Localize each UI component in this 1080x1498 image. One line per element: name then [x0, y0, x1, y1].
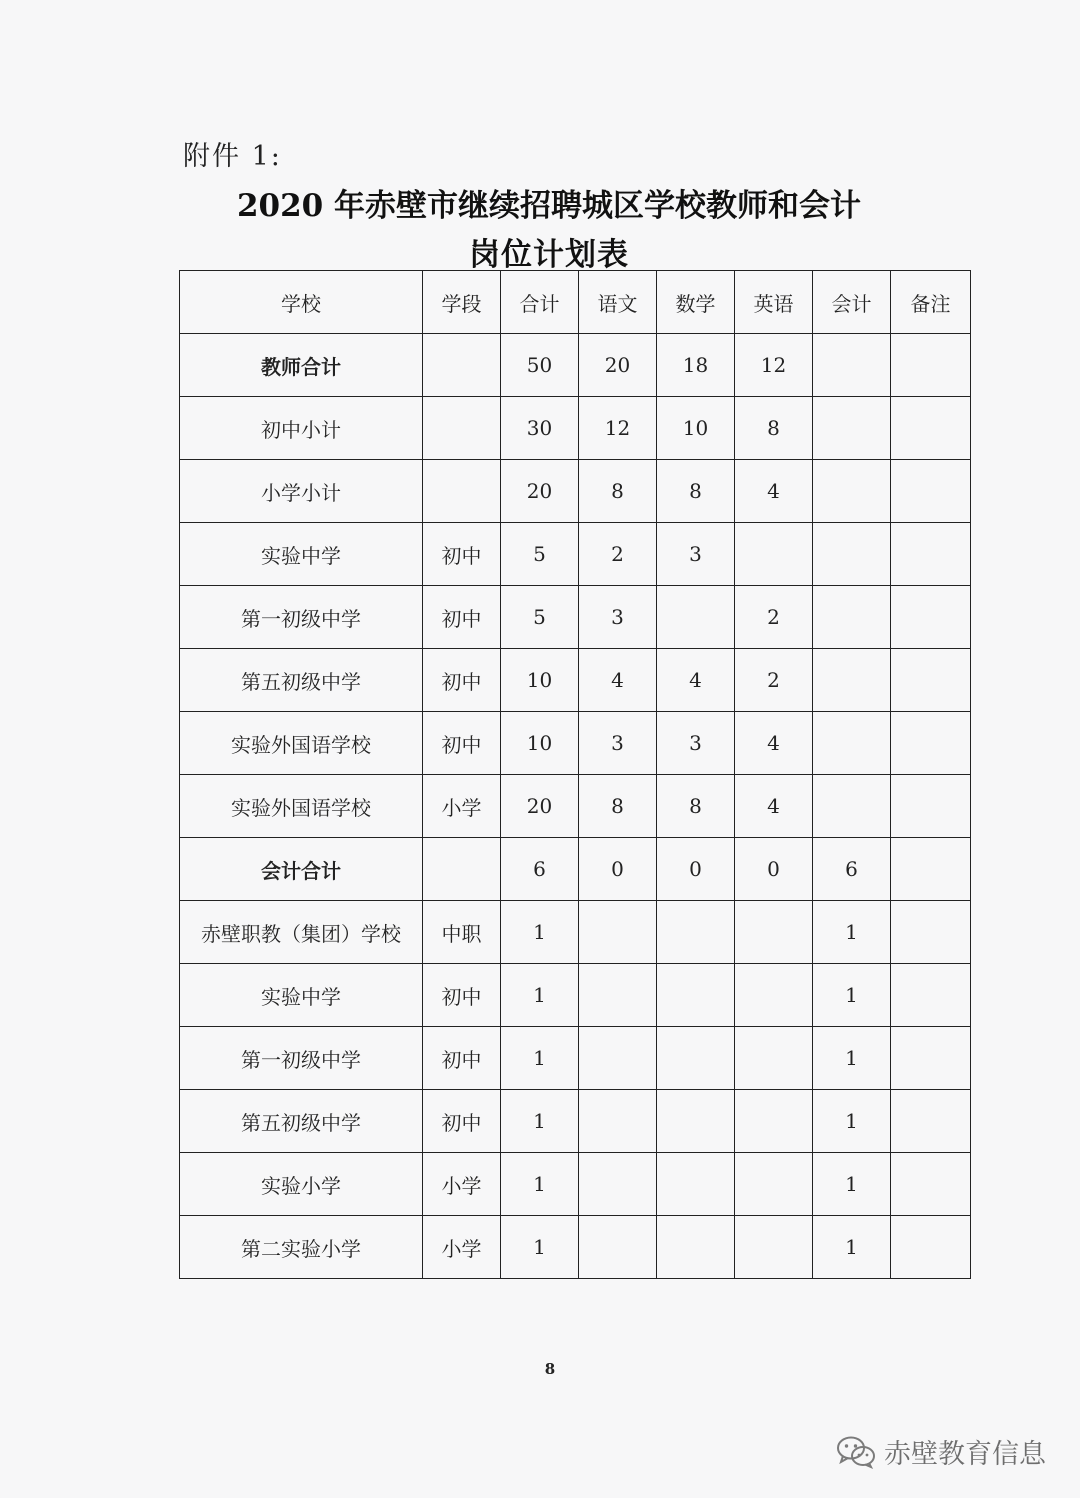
cell-total: 30 [501, 397, 579, 460]
cell-remarks [891, 397, 971, 460]
cell-school: 第二实验小学 [180, 1216, 423, 1279]
cell-total: 1 [501, 1027, 579, 1090]
cell-remarks [891, 964, 971, 1027]
column-header-chinese: 语文 [579, 271, 657, 334]
cell-remarks [891, 775, 971, 838]
cell-stage: 初中 [423, 523, 501, 586]
cell-remarks [891, 586, 971, 649]
cell-school: 实验外国语学校 [180, 775, 423, 838]
table-row [180, 1090, 971, 1153]
cell-math [657, 1090, 735, 1153]
cell-chinese: 12 [579, 397, 657, 460]
cell-school: 实验中学 [180, 523, 423, 586]
cell-stage: 初中 [423, 1090, 501, 1153]
cell-accounting [813, 649, 891, 712]
cell-stage: 小学 [423, 1216, 501, 1279]
cell-accounting: 1 [813, 1027, 891, 1090]
document-title: 2020 年赤壁市继续招聘城区学校教师和会计 [236, 188, 862, 224]
cell-math [657, 964, 735, 1027]
cell-stage [423, 460, 501, 523]
cell-accounting: 1 [813, 901, 891, 964]
cell-remarks [891, 712, 971, 775]
cell-stage: 初中 [423, 1027, 501, 1090]
column-header-accounting: 会计 [813, 271, 891, 334]
column-header-english: 英语 [735, 271, 813, 334]
cell-chinese: 3 [579, 586, 657, 649]
table-row [180, 649, 971, 712]
cell-accounting [813, 775, 891, 838]
column-header-math: 数学 [657, 271, 735, 334]
cell-accounting: 1 [813, 1216, 891, 1279]
cell-stage [423, 397, 501, 460]
cell-math: 4 [657, 649, 735, 712]
cell-stage [423, 334, 501, 397]
table-row [180, 838, 971, 901]
cell-remarks [891, 649, 971, 712]
cell-accounting: 1 [813, 964, 891, 1027]
cell-total: 6 [501, 838, 579, 901]
cell-english: 4 [735, 712, 813, 775]
table-row [180, 460, 971, 523]
cell-school: 实验外国语学校 [180, 712, 423, 775]
document-subtitle: 岗位计划表 [469, 237, 629, 273]
column-header-stage: 学段 [423, 271, 501, 334]
cell-total: 1 [501, 1153, 579, 1216]
cell-chinese: 4 [579, 649, 657, 712]
cell-total: 5 [501, 523, 579, 586]
cell-english [735, 523, 813, 586]
page-number: 8 [544, 1360, 556, 1378]
cell-english [735, 1090, 813, 1153]
cell-remarks [891, 1027, 971, 1090]
cell-accounting [813, 586, 891, 649]
table-row [180, 901, 971, 964]
cell-chinese: 8 [579, 775, 657, 838]
cell-school: 第五初级中学 [180, 1090, 423, 1153]
cell-school: 小学小计 [180, 460, 423, 523]
cell-chinese: 0 [579, 838, 657, 901]
table-row [180, 586, 971, 649]
cell-english [735, 964, 813, 1027]
cell-english: 4 [735, 775, 813, 838]
cell-english: 0 [735, 838, 813, 901]
table-row [180, 334, 971, 397]
cell-total: 10 [501, 649, 579, 712]
cell-stage: 小学 [423, 1153, 501, 1216]
cell-stage: 初中 [423, 964, 501, 1027]
cell-chinese [579, 901, 657, 964]
cell-stage: 初中 [423, 649, 501, 712]
attachment-label: 附件 1: [183, 141, 282, 172]
cell-remarks [891, 460, 971, 523]
column-header-total: 合计 [501, 271, 579, 334]
cell-english [735, 901, 813, 964]
cell-accounting [813, 523, 891, 586]
cell-accounting [813, 712, 891, 775]
table-row [180, 397, 971, 460]
cell-total: 1 [501, 1090, 579, 1153]
table-row [180, 775, 971, 838]
table-row [180, 964, 971, 1027]
cell-remarks [891, 523, 971, 586]
cell-school: 第一初级中学 [180, 586, 423, 649]
cell-math [657, 1027, 735, 1090]
cell-accounting: 1 [813, 1153, 891, 1216]
cell-total: 1 [501, 964, 579, 1027]
cell-remarks [891, 838, 971, 901]
table-row [180, 1153, 971, 1216]
cell-math: 3 [657, 712, 735, 775]
watermark-text: 赤壁教育信息 [884, 1439, 1046, 1470]
cell-school: 教师合计 [180, 334, 423, 397]
cell-stage: 中职 [423, 901, 501, 964]
cell-total: 20 [501, 460, 579, 523]
cell-english: 4 [735, 460, 813, 523]
cell-math [657, 1216, 735, 1279]
cell-remarks [891, 1090, 971, 1153]
cell-remarks [891, 901, 971, 964]
cell-total: 5 [501, 586, 579, 649]
cell-accounting [813, 460, 891, 523]
cell-school: 实验中学 [180, 964, 423, 1027]
cell-english: 2 [735, 586, 813, 649]
cell-math [657, 1153, 735, 1216]
cell-math: 8 [657, 775, 735, 838]
table-row [180, 1216, 971, 1279]
position-plan-table [179, 270, 971, 1279]
cell-chinese: 2 [579, 523, 657, 586]
table-body [180, 334, 971, 1279]
cell-math: 3 [657, 523, 735, 586]
cell-chinese: 3 [579, 712, 657, 775]
cell-stage [423, 838, 501, 901]
cell-total: 1 [501, 1216, 579, 1279]
cell-school: 初中小计 [180, 397, 423, 460]
cell-math: 10 [657, 397, 735, 460]
cell-stage: 小学 [423, 775, 501, 838]
cell-chinese [579, 964, 657, 1027]
cell-accounting [813, 397, 891, 460]
column-header-school: 学校 [180, 271, 423, 334]
table-row [180, 712, 971, 775]
wechat-icon [836, 1435, 876, 1469]
cell-stage: 初中 [423, 712, 501, 775]
cell-accounting: 6 [813, 838, 891, 901]
cell-english: 2 [735, 649, 813, 712]
cell-remarks [891, 334, 971, 397]
cell-math: 8 [657, 460, 735, 523]
cell-chinese [579, 1027, 657, 1090]
cell-accounting [813, 334, 891, 397]
cell-remarks [891, 1153, 971, 1216]
table-row [180, 523, 971, 586]
column-header-remarks: 备注 [891, 271, 971, 334]
cell-math [657, 586, 735, 649]
cell-total: 50 [501, 334, 579, 397]
cell-stage: 初中 [423, 586, 501, 649]
cell-chinese [579, 1153, 657, 1216]
cell-school: 第五初级中学 [180, 649, 423, 712]
cell-school: 第一初级中学 [180, 1027, 423, 1090]
cell-school: 会计合计 [180, 838, 423, 901]
cell-math: 18 [657, 334, 735, 397]
cell-english: 12 [735, 334, 813, 397]
cell-english [735, 1027, 813, 1090]
watermark [836, 1432, 1046, 1471]
cell-accounting: 1 [813, 1090, 891, 1153]
cell-total: 1 [501, 901, 579, 964]
cell-school: 实验小学 [180, 1153, 423, 1216]
table-header-row [180, 271, 971, 334]
cell-remarks [891, 1216, 971, 1279]
cell-chinese: 8 [579, 460, 657, 523]
cell-school: 赤壁职教（集团）学校 [180, 901, 423, 964]
cell-english [735, 1216, 813, 1279]
cell-chinese: 20 [579, 334, 657, 397]
cell-english [735, 1153, 813, 1216]
table-row [180, 1027, 971, 1090]
cell-english: 8 [735, 397, 813, 460]
cell-chinese [579, 1216, 657, 1279]
cell-total: 10 [501, 712, 579, 775]
cell-total: 20 [501, 775, 579, 838]
cell-math [657, 901, 735, 964]
cell-chinese [579, 1090, 657, 1153]
cell-math: 0 [657, 838, 735, 901]
